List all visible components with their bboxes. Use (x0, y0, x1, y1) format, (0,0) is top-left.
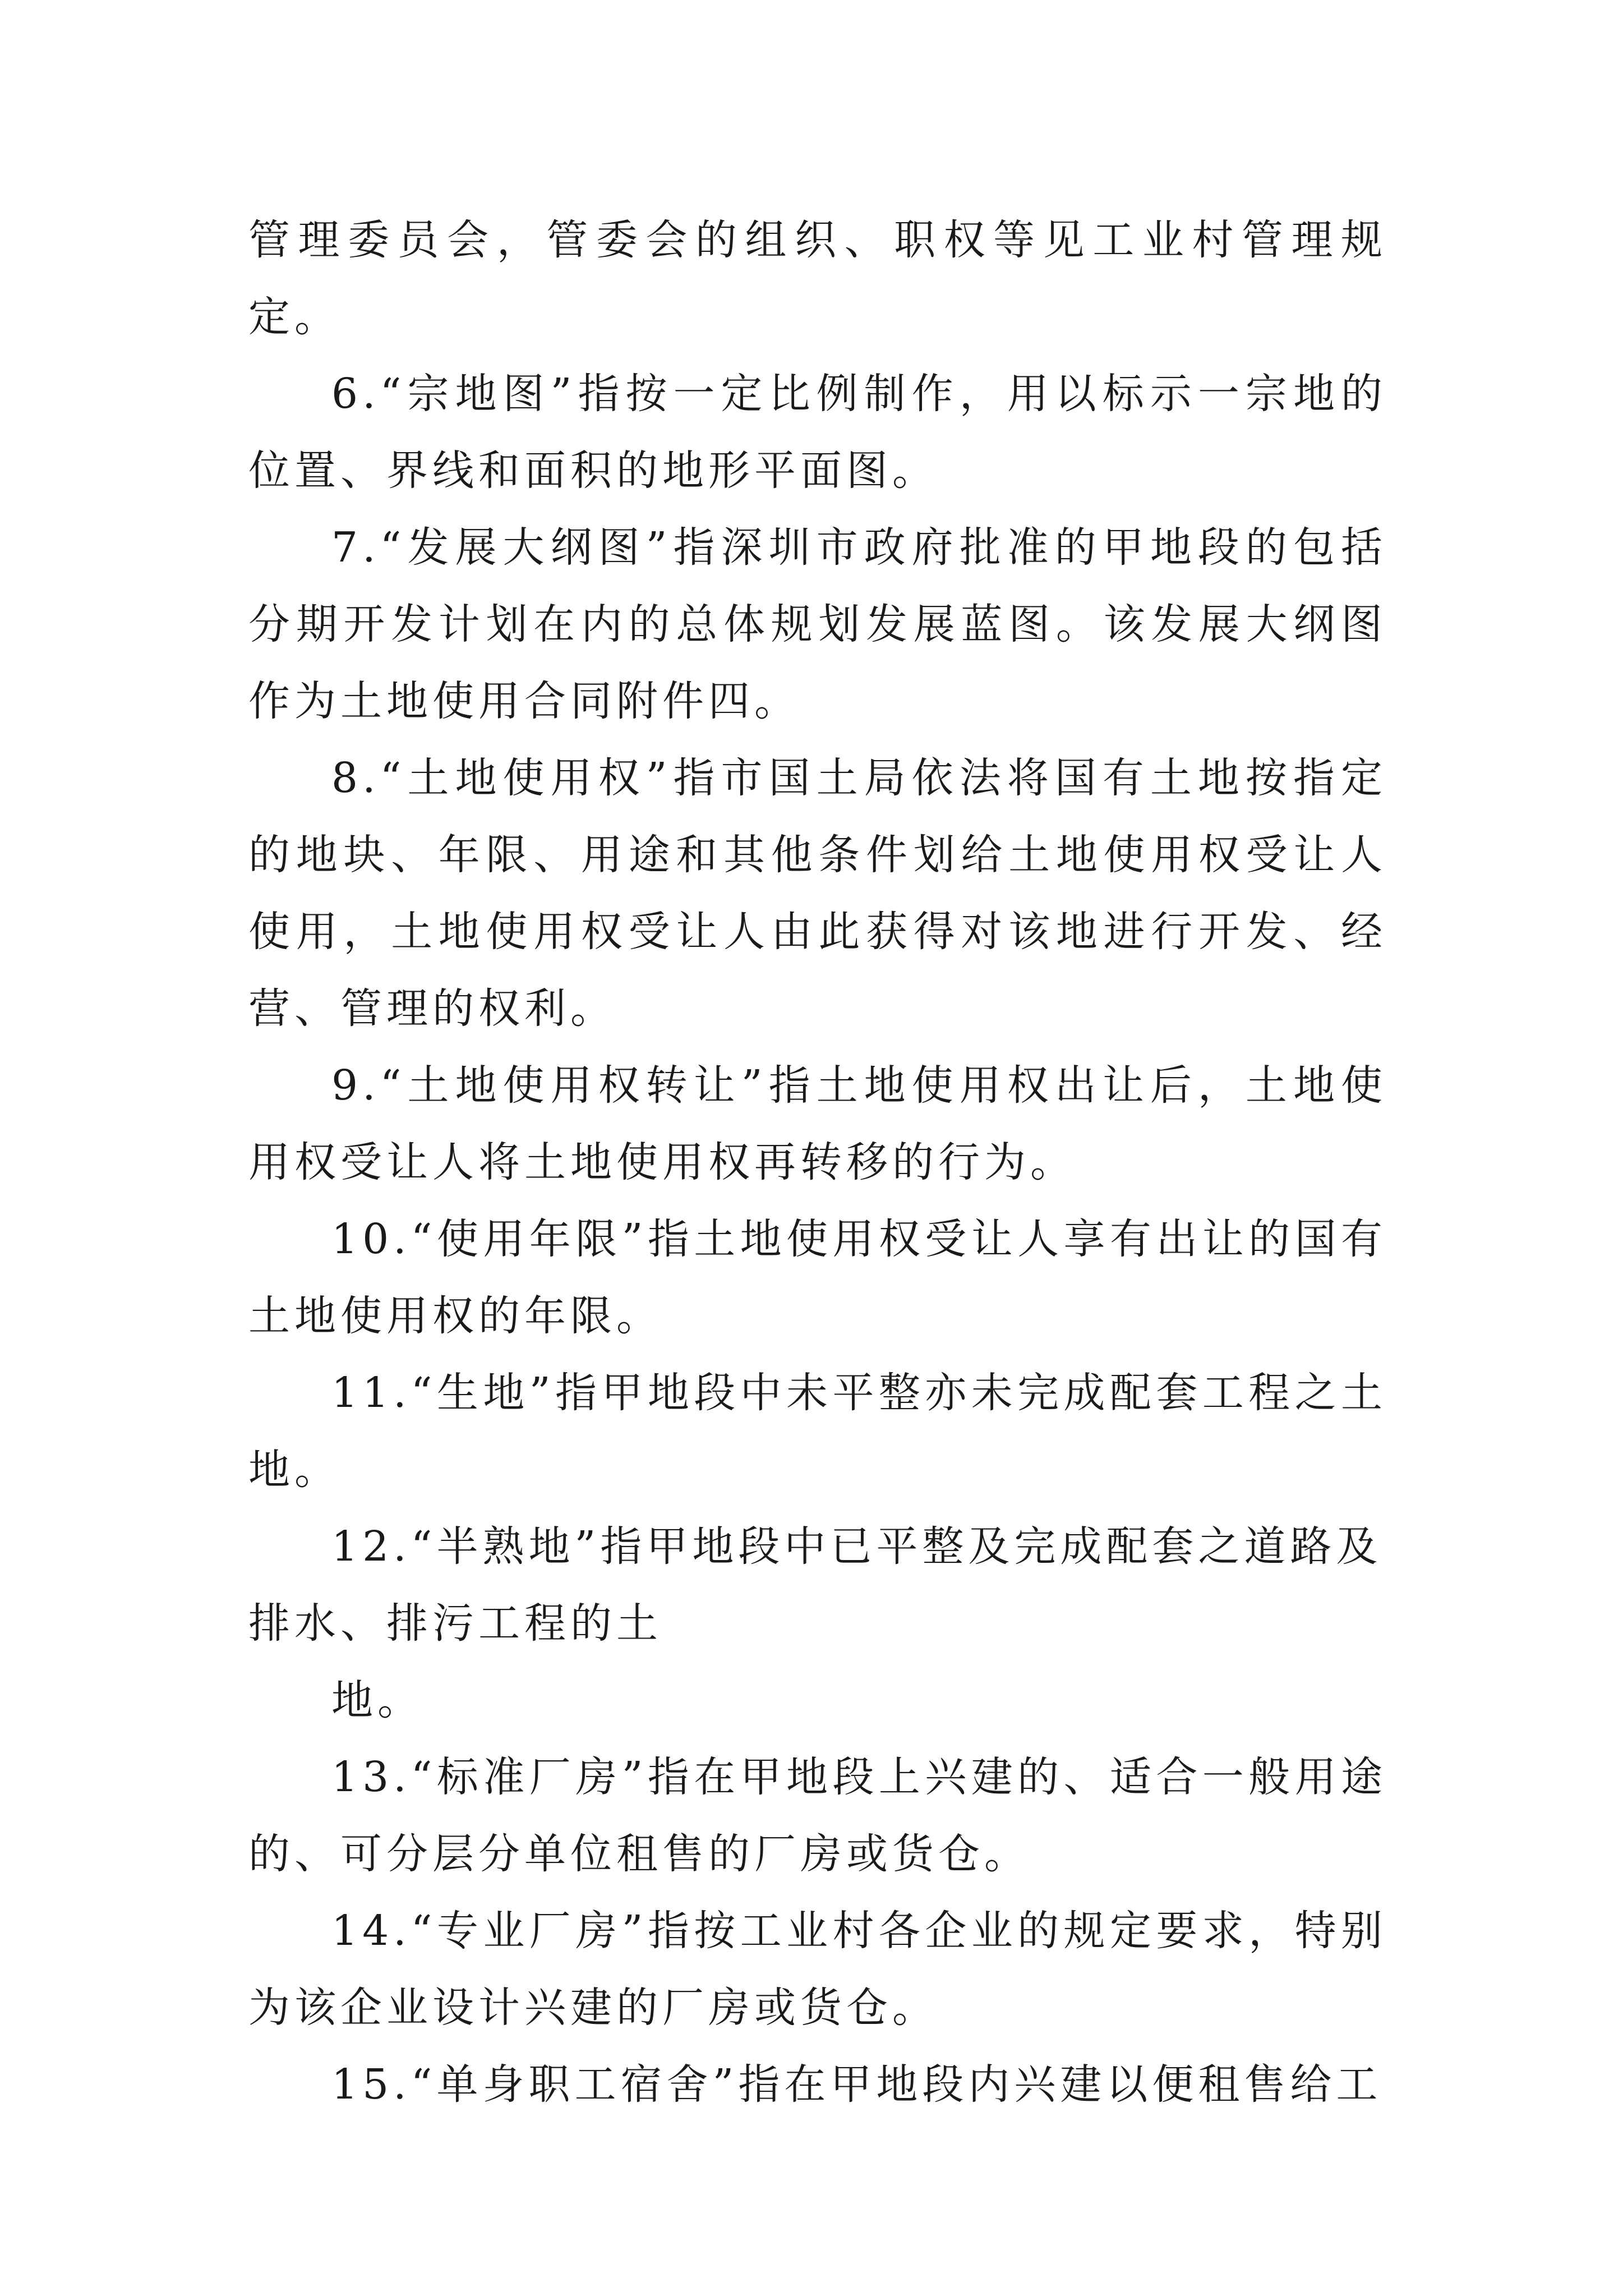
paragraph-continuation: 管理委员会，管委会的组织、职权等见工业村管理规定。 (248, 216, 1387, 341)
paragraph-item-6: 6.“宗地图”指按一定比例制作，用以标示一宗地的位置、界线和面积的地形平面图。 (248, 370, 1387, 495)
paragraph-item-7: 7.“发展大纲图”指深圳市政府批准的甲地段的包括分期开发计划在内的总体规划发展蓝图。该发展大纲图作为土地使用合同附件四。 (248, 523, 1387, 725)
paragraph-item-12: 12.“半熟地”指甲地段中已平整及完成配套之道路及排水、排污工程的土 (248, 1522, 1382, 1648)
paragraph-item-13: 13.“标准厂房”指在甲地段上兴建的、适合一般用途的、可分层分单位租售的厂房或货仓。 (248, 1753, 1387, 1878)
paragraph-item-11: 11.“生地”指甲地段中未平整亦未完成配套工程之土地。 (248, 1369, 1387, 1494)
paragraph-item-8: 8.“土地使用权”指市国土局依法将国有土地按指定的地块、年限、用途和其他条件划给土地使用权受让人使用，土地使用权受让人由此获得对该地进行开发、经营、管理的权利。 (248, 754, 1387, 1033)
paragraph-item-10: 10.“使用年限”指土地使用权受让人享有出让的国有土地使用权的年限。 (248, 1215, 1387, 1340)
paragraph-item-9: 9.“土地使用权转让”指土地使用权出让后，土地使用权受让人将土地使用权再转移的行为。 (248, 1061, 1387, 1186)
paragraph-item-12-continuation: 地。 (331, 1676, 423, 1724)
paragraph-item-14: 14.“专业厂房”指按工业村各企业的规定要求，特别为该企业设计兴建的厂房或货仓。 (248, 1907, 1387, 2032)
document-body (248, 202, 1387, 2123)
paragraph-item-15: 15.“单身职工宿舍”指在甲地段内兴建以便租售给工 (331, 2060, 1382, 2109)
